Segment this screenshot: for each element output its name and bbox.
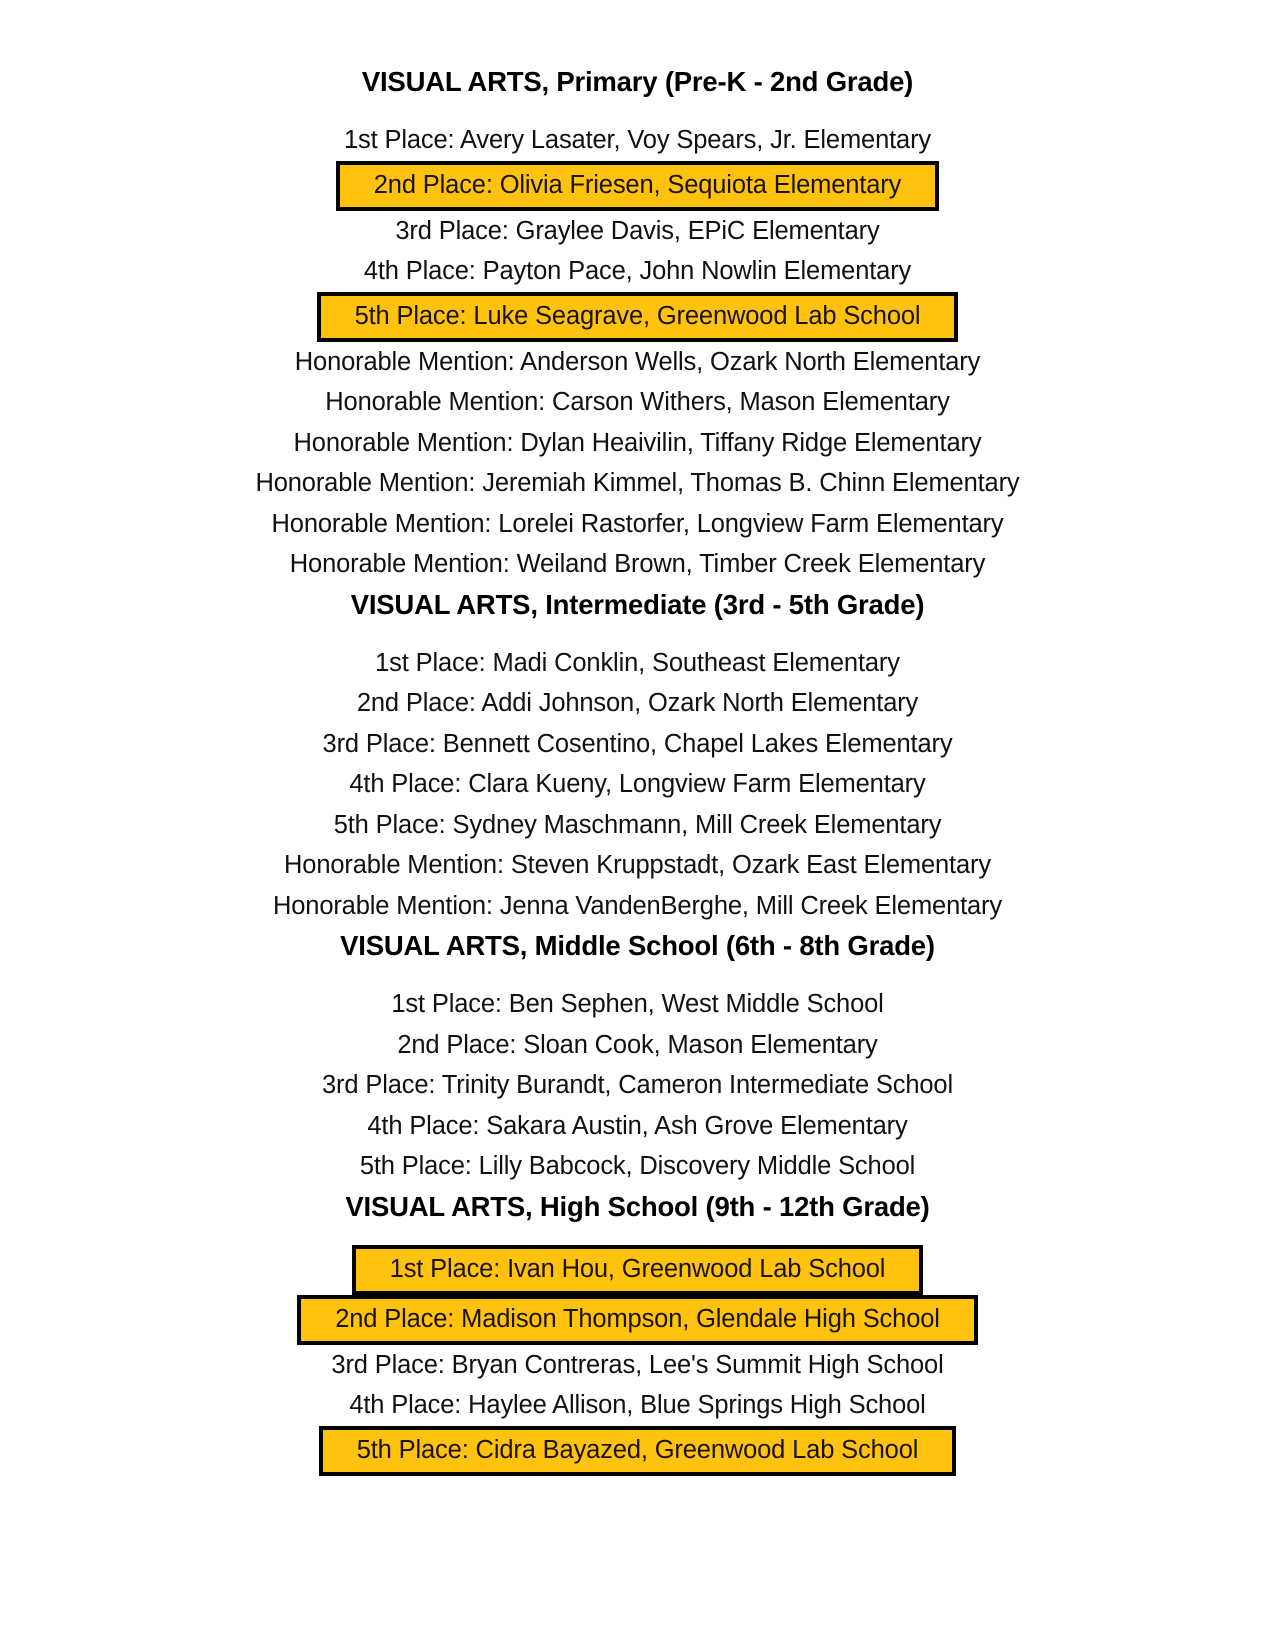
result-entry: 4th Place: Payton Pace, John Nowlin Elementary bbox=[363, 257, 912, 285]
result-entry: 3rd Place: Trinity Burandt, Cameron Intermediate School bbox=[322, 1071, 953, 1099]
result-entry: Honorable Mention: Jeremiah Kimmel, Thomas B. Chinn Elementary bbox=[255, 469, 1020, 497]
result-entry: Honorable Mention: Weiland Brown, Timber Creek Elementary bbox=[289, 550, 986, 578]
result-entry: Honorable Mention: Dylan Heaivilin, Tiffany Ridge Elementary bbox=[293, 428, 982, 457]
highlighted-entry-wrapper bbox=[150, 1295, 1125, 1345]
highlighted-entry-wrapper bbox=[150, 1245, 1125, 1295]
result-entry: 3rd Place: Graylee Davis, EPiC Elementary bbox=[395, 216, 880, 245]
result-entry-highlighted: 2nd Place: Madison Thompson, Glendale High School bbox=[297, 1295, 978, 1345]
highlighted-entry-wrapper bbox=[150, 292, 1125, 342]
result-entry: 2nd Place: Addi Johnson, Ozark North Elementary bbox=[356, 689, 919, 717]
result-entry: 4th Place: Sakara Austin, Ash Grove Elementary bbox=[367, 1111, 908, 1140]
heading-spacer bbox=[150, 1227, 1125, 1245]
result-entry: Honorable Mention: Jenna VandenBerghe, Mill Creek Elementary bbox=[272, 891, 1003, 920]
result-entry: 5th Place: Lilly Babcock, Discovery Middle School bbox=[359, 1152, 916, 1180]
section-heading: VISUAL ARTS, Intermediate (3rd - 5th Grade) bbox=[350, 588, 925, 620]
result-entry-highlighted: 2nd Place: Olivia Friesen, Sequiota Elementary bbox=[336, 161, 939, 211]
results-list bbox=[150, 62, 1125, 1476]
heading-spacer bbox=[150, 102, 1125, 120]
result-entry: 3rd Place: Bennett Cosentino, Chapel Lakes Elementary bbox=[322, 729, 953, 758]
result-entry: 2nd Place: Sloan Cook, Mason Elementary bbox=[397, 1030, 878, 1059]
result-entry-highlighted: 5th Place: Luke Seagrave, Greenwood Lab School bbox=[317, 292, 959, 342]
result-entry: Honorable Mention: Anderson Wells, Ozark North Elementary bbox=[294, 347, 981, 376]
result-entry: 1st Place: Avery Lasater, Voy Spears, Jr. Elementary bbox=[343, 126, 932, 154]
highlighted-entry-wrapper bbox=[150, 1426, 1125, 1476]
result-entry: Honorable Mention: Lorelei Rastorfer, Longview Farm Elementary bbox=[271, 509, 1004, 538]
heading-spacer bbox=[150, 625, 1125, 643]
results-section bbox=[150, 62, 1125, 585]
results-section bbox=[150, 1187, 1125, 1476]
result-entry: 1st Place: Ben Sephen, West Middle School bbox=[391, 990, 884, 1018]
result-entry: 5th Place: Sydney Maschmann, Mill Creek Elementary bbox=[333, 810, 942, 839]
results-section bbox=[150, 585, 1125, 927]
result-entry: 4th Place: Clara Kueny, Longview Farm Elementary bbox=[349, 770, 926, 798]
result-entry-highlighted: 1st Place: Ivan Hou, Greenwood Lab School bbox=[352, 1245, 924, 1295]
section-heading: VISUAL ARTS, Primary (Pre-K - 2nd Grade) bbox=[361, 66, 914, 97]
section-heading: VISUAL ARTS, Middle School (6th - 8th Grade) bbox=[340, 930, 935, 961]
result-entry: 1st Place: Madi Conklin, Southeast Elementary bbox=[375, 648, 900, 677]
result-entry: Honorable Mention: Carson Withers, Mason Elementary bbox=[325, 388, 950, 416]
heading-spacer bbox=[150, 966, 1125, 984]
result-entry: Honorable Mention: Steven Kruppstadt, Ozark East Elementary bbox=[284, 851, 991, 879]
section-heading: VISUAL ARTS, High School (9th - 12th Grade) bbox=[345, 1190, 930, 1222]
highlighted-entry-wrapper bbox=[150, 161, 1125, 211]
result-entry: 3rd Place: Bryan Contreras, Lee's Summit High School bbox=[331, 1350, 944, 1379]
result-entry-highlighted: 5th Place: Cidra Bayazed, Greenwood Lab School bbox=[319, 1426, 957, 1476]
result-entry: 4th Place: Haylee Allison, Blue Springs High School bbox=[349, 1391, 926, 1419]
results-section bbox=[150, 926, 1125, 1187]
